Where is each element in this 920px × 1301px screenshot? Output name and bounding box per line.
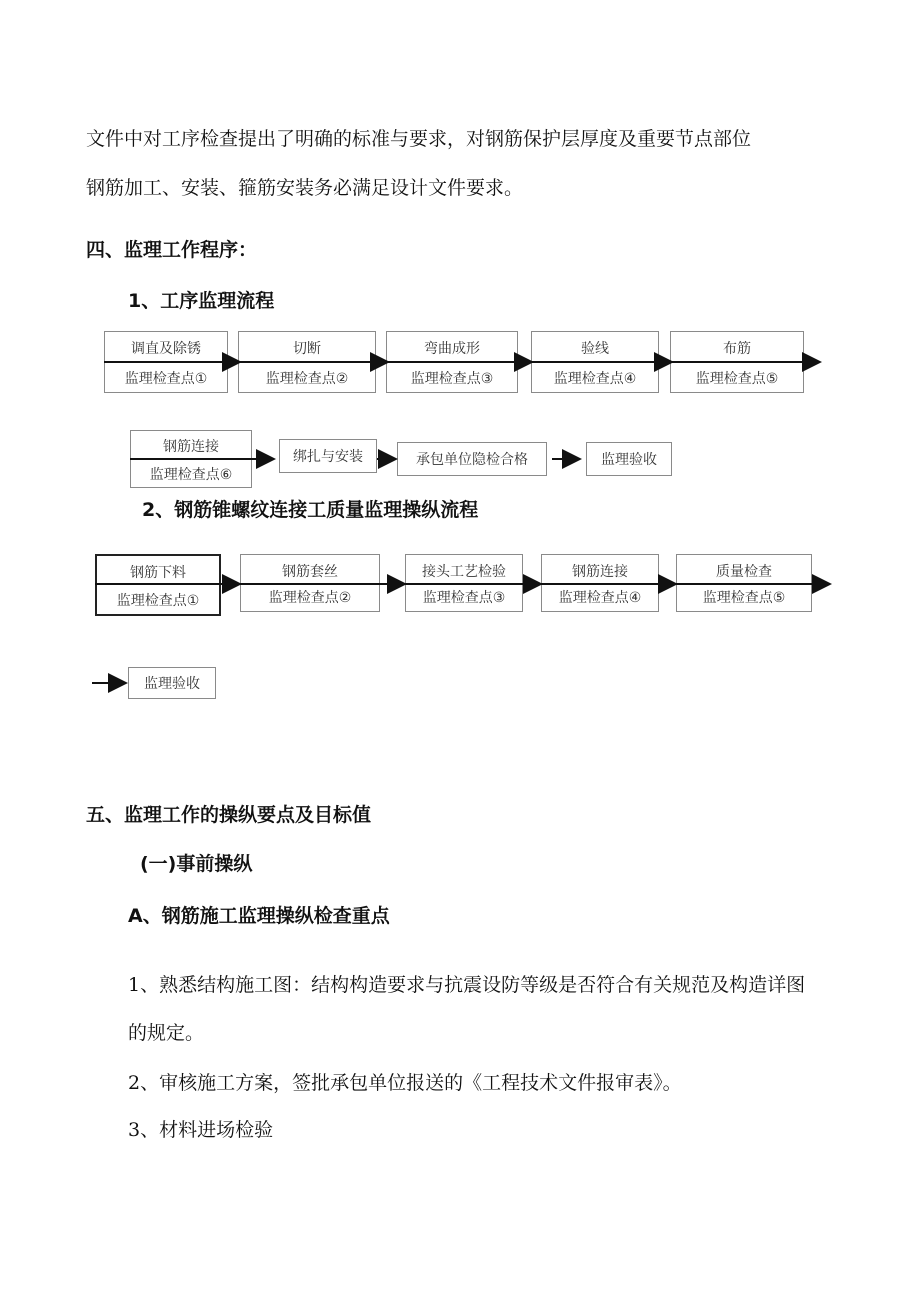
flow1-step-5-name: 布筋 <box>723 341 751 357</box>
flow2-step-1-checkpoint: 监理检查点① <box>116 593 200 609</box>
flow1-step-6-checkpoint: 监理检查点⑥ <box>149 467 233 483</box>
flow1-step-2-checkpoint: 监理检查点② <box>265 371 349 387</box>
flow1-step-4-checkpoint: 监理检查点④ <box>553 371 637 387</box>
flow1-step-1-name: 调直及除锈 <box>131 341 201 357</box>
flow2-step-2-name: 钢筋套丝 <box>282 564 338 580</box>
flow1-step-bind: 绑扎与安装 <box>279 439 377 473</box>
flow2-step-4-checkpoint: 监理检查点④ <box>558 590 642 606</box>
subsection-1-title: 1、工序监理流程 <box>128 290 275 312</box>
flow1-step-2-name: 切断 <box>293 341 321 357</box>
flow2-step-2-checkpoint: 监理检查点② <box>268 590 352 606</box>
flow2-step-1-name: 钢筋下料 <box>130 565 186 581</box>
flow1-step-accept: 监理验收 <box>586 442 672 476</box>
flow1-step-4-name: 验线 <box>581 341 609 357</box>
flow2-step-3-checkpoint: 监理检查点③ <box>422 590 506 606</box>
intro-line-2: 钢筋加工、安装、箍筋安装务必满足设计文件要求。 <box>86 177 524 199</box>
flow1-step-6-name: 钢筋连接 <box>163 439 219 455</box>
flow1-step-hidden-check: 承包单位隐检合格 <box>397 442 547 476</box>
flow2-step-3-name: 接头工艺检验 <box>422 564 506 580</box>
item-2: 2、审核施工方案，签批承包单位报送的《工程技术文件报审表》。 <box>128 1072 682 1094</box>
item-1-line-2: 的规定。 <box>128 1022 205 1044</box>
subsection-2-title: 2、钢筋锥螺纹连接工质量监理操纵流程 <box>142 499 479 521</box>
section-5-title: 五、监理工作的操纵要点及目标值 <box>86 804 372 826</box>
section-5-sub: (一)事前操纵 <box>140 853 253 875</box>
item-1-line-1: 1、熟悉结构施工图：结构构造要求与抗震设防等级是否符合有关规范及构造详图 <box>128 974 806 996</box>
flow1-step-5-checkpoint: 监理检查点⑤ <box>695 371 779 387</box>
flow2-step-5-name: 质量检查 <box>716 564 772 580</box>
flow1-step-3-name: 弯曲成形 <box>424 341 480 357</box>
section-4-title: 四、监理工作程序： <box>86 239 258 261</box>
intro-line-1: 文件中对工序检查提出了明确的标准与要求，对钢筋保护层厚度及重要节点部位 <box>86 128 752 150</box>
flow2-step-4-name: 钢筋连接 <box>572 564 628 580</box>
item-3: 3、材料进场检验 <box>128 1119 274 1141</box>
flow1-step-1-checkpoint: 监理检查点① <box>124 371 208 387</box>
flow2-step-5-checkpoint: 监理检查点⑤ <box>702 590 786 606</box>
section-5-sub-a: A、钢筋施工监理操纵检查重点 <box>128 905 390 927</box>
flow2-step-accept: 监理验收 <box>128 667 216 699</box>
flow1-step-3-checkpoint: 监理检查点③ <box>410 371 494 387</box>
